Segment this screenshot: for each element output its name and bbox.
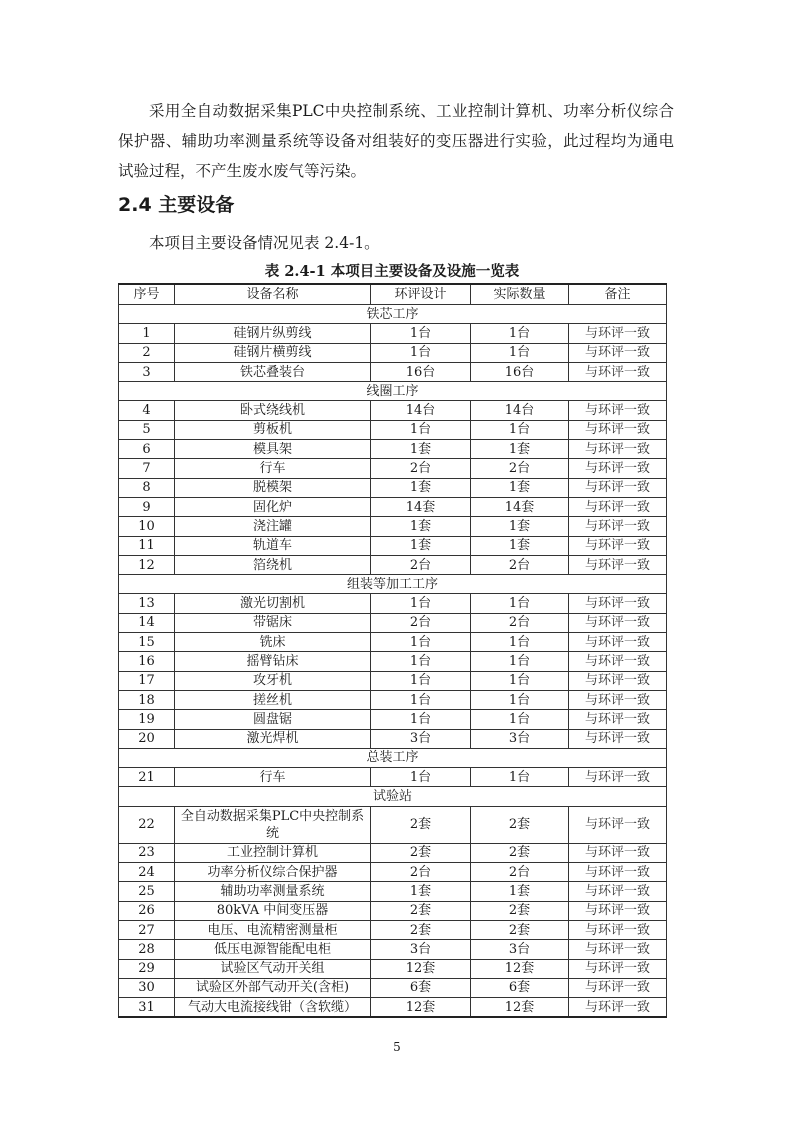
cell-equipment-name: 剪板机 [175,420,371,439]
table-row [119,633,667,652]
cell-design-quantity: 1台 [371,633,471,652]
cell-actual-quantity: 1套 [471,478,569,497]
cell-seq: 19 [119,710,175,729]
cell-actual-quantity: 14台 [471,401,569,420]
table-row [119,613,667,632]
table-row [119,652,667,671]
cell-seq: 27 [119,920,175,939]
cell-equipment-name: 铁芯叠装台 [175,362,371,381]
cell-equipment-name: 电压、电流精密测量柜 [175,920,371,939]
cell-remarks: 与环评一致 [569,536,667,555]
cell-remarks: 与环评一致 [569,497,667,516]
cell-actual-quantity: 12套 [471,959,569,978]
header-equipment-name: 设备名称 [175,284,371,305]
cell-remarks: 与环评一致 [569,459,667,478]
table-row [119,343,667,362]
cell-seq: 6 [119,440,175,459]
cell-actual-quantity: 1台 [471,671,569,690]
table-row [119,998,667,1018]
cell-actual-quantity: 1台 [471,652,569,671]
cell-equipment-name: 工业控制计算机 [175,843,371,862]
cell-design-quantity: 1台 [371,768,471,787]
table-caption: 表 2.4-1 本项目主要设备及设施一览表 [264,263,520,280]
table-row [119,536,667,555]
table-row [119,806,667,843]
header-remarks: 备注 [569,284,667,305]
table-row [119,555,667,574]
cell-actual-quantity: 1台 [471,690,569,709]
cell-actual-quantity: 16台 [471,362,569,381]
table-row [119,459,667,478]
cell-remarks: 与环评一致 [569,671,667,690]
cell-remarks: 与环评一致 [569,710,667,729]
cell-remarks: 与环评一致 [569,555,667,574]
cell-design-quantity: 1套 [371,536,471,555]
cell-remarks: 与环评一致 [569,401,667,420]
cell-equipment-name: 固化炉 [175,497,371,516]
cell-seq: 26 [119,901,175,920]
table-row [119,401,667,420]
table-row [119,690,667,709]
table-row [119,901,667,920]
cell-actual-quantity: 1套 [471,440,569,459]
cell-design-quantity: 3台 [371,940,471,959]
table-row [119,729,667,748]
cell-seq: 7 [119,459,175,478]
cell-equipment-name: 气动大电流接线钳（含软缆） [175,998,371,1018]
cell-equipment-name: 箔绕机 [175,555,371,574]
section-row [119,382,667,401]
table-row [119,362,667,381]
cell-seq: 2 [119,343,175,362]
table-row [119,710,667,729]
cell-equipment-name: 模具架 [175,440,371,459]
cell-remarks: 与环评一致 [569,362,667,381]
cell-equipment-name: 行车 [175,459,371,478]
table-row [119,440,667,459]
cell-design-quantity: 1套 [371,517,471,536]
cell-equipment-name: 圆盘锯 [175,710,371,729]
cell-remarks: 与环评一致 [569,729,667,748]
cell-remarks: 与环评一致 [569,959,667,978]
cell-actual-quantity: 1台 [471,420,569,439]
cell-design-quantity: 1套 [371,882,471,901]
table-body [119,305,667,1018]
table-row [119,671,667,690]
cell-remarks: 与环评一致 [569,978,667,997]
cell-equipment-name: 低压电源智能配电柜 [175,940,371,959]
cell-seq: 11 [119,536,175,555]
cell-remarks: 与环评一致 [569,652,667,671]
table-header-row [119,284,667,305]
cell-equipment-name: 试验区外部气动开关(含柜) [175,978,371,997]
cell-seq: 18 [119,690,175,709]
cell-seq: 17 [119,671,175,690]
cell-design-quantity: 1套 [371,440,471,459]
cell-actual-quantity: 2套 [471,806,569,843]
cell-design-quantity: 2台 [371,459,471,478]
cell-remarks: 与环评一致 [569,806,667,843]
cell-actual-quantity: 6套 [471,978,569,997]
cell-equipment-name: 铣床 [175,633,371,652]
cell-remarks: 与环评一致 [569,343,667,362]
cell-seq: 29 [119,959,175,978]
cell-design-quantity: 2套 [371,843,471,862]
cell-actual-quantity: 3台 [471,940,569,959]
table-row [119,420,667,439]
cell-seq: 20 [119,729,175,748]
cell-design-quantity: 14台 [371,401,471,420]
cell-design-quantity: 16台 [371,362,471,381]
cell-design-quantity: 2台 [371,613,471,632]
cell-equipment-name: 行车 [175,768,371,787]
cell-actual-quantity: 1台 [471,768,569,787]
cell-seq: 4 [119,401,175,420]
cell-actual-quantity: 2台 [471,613,569,632]
cell-design-quantity: 14套 [371,497,471,516]
cell-actual-quantity: 1台 [471,633,569,652]
cell-actual-quantity: 1台 [471,710,569,729]
cell-design-quantity: 12套 [371,998,471,1018]
cell-design-quantity: 1台 [371,710,471,729]
cell-seq: 28 [119,940,175,959]
cell-remarks: 与环评一致 [569,998,667,1018]
cell-actual-quantity: 1台 [471,324,569,343]
table-row [119,863,667,882]
cell-actual-quantity: 3台 [471,729,569,748]
table-row [119,497,667,516]
cell-design-quantity: 12套 [371,959,471,978]
cell-actual-quantity: 2套 [471,843,569,862]
table-row [119,478,667,497]
cell-design-quantity: 1台 [371,652,471,671]
cell-seq: 10 [119,517,175,536]
cell-remarks: 与环评一致 [569,901,667,920]
cell-equipment-name: 脱模架 [175,478,371,497]
table-row [119,324,667,343]
table-row [119,768,667,787]
cell-remarks: 与环评一致 [569,768,667,787]
cell-seq: 14 [119,613,175,632]
header-design-quantity: 环评设计 [371,284,471,305]
header-actual-quantity: 实际数量 [471,284,569,305]
cell-remarks: 与环评一致 [569,633,667,652]
cell-remarks: 与环评一致 [569,613,667,632]
cell-equipment-name: 功率分析仪综合保护器 [175,863,371,882]
cell-design-quantity: 6套 [371,978,471,997]
cell-equipment-name: 硅钢片纵剪线 [175,324,371,343]
cell-remarks: 与环评一致 [569,863,667,882]
cell-seq: 9 [119,497,175,516]
cell-equipment-name: 激光切割机 [175,594,371,613]
cell-seq: 12 [119,555,175,574]
cell-design-quantity: 1台 [371,671,471,690]
section-row [119,748,667,767]
page-number: 5 [393,1040,401,1054]
cell-remarks: 与环评一致 [569,882,667,901]
cell-actual-quantity: 2套 [471,920,569,939]
cell-actual-quantity: 14套 [471,497,569,516]
cell-equipment-name: 轨道车 [175,536,371,555]
cell-actual-quantity: 1台 [471,594,569,613]
cell-seq: 13 [119,594,175,613]
section-title: 试验站 [119,787,667,806]
cell-actual-quantity: 2台 [471,863,569,882]
cell-design-quantity: 2台 [371,555,471,574]
section-row [119,575,667,594]
table-row [119,920,667,939]
cell-seq: 21 [119,768,175,787]
cell-equipment-name: 激光焊机 [175,729,371,748]
section-title: 铁芯工序 [119,305,667,324]
cell-design-quantity: 1台 [371,690,471,709]
cell-remarks: 与环评一致 [569,517,667,536]
cell-remarks: 与环评一致 [569,594,667,613]
section-title: 组装等加工工序 [119,575,667,594]
cell-equipment-name: 摇臂钻床 [175,652,371,671]
cell-actual-quantity: 1套 [471,517,569,536]
cell-design-quantity: 1台 [371,420,471,439]
header-seq: 序号 [119,284,175,305]
cell-remarks: 与环评一致 [569,324,667,343]
cell-seq: 24 [119,863,175,882]
intro-paragraph: 采用全自动数据采集PLC中央控制系统、工业控制计算机、功率分析仪综合保护器、辅助功率测量系统等设备对组装好的变压器进行实验，此过程均为通电试验过程，不产生废水废气等污染。 [118,102,674,180]
cell-equipment-name: 带锯床 [175,613,371,632]
cell-seq: 23 [119,843,175,862]
cell-equipment-name: 浇注罐 [175,517,371,536]
cell-design-quantity: 1台 [371,594,471,613]
table-row [119,517,667,536]
table-row [119,959,667,978]
cell-design-quantity: 2套 [371,920,471,939]
cell-seq: 1 [119,324,175,343]
cell-seq: 3 [119,362,175,381]
cell-actual-quantity: 2台 [471,555,569,574]
cell-equipment-name: 80kVA 中间变压器 [175,901,371,920]
cell-equipment-name: 硅钢片横剪线 [175,343,371,362]
section-title: 总装工序 [119,748,667,767]
cell-design-quantity: 2台 [371,863,471,882]
cell-actual-quantity: 1套 [471,536,569,555]
cell-remarks: 与环评一致 [569,843,667,862]
cell-remarks: 与环评一致 [569,420,667,439]
cell-remarks: 与环评一致 [569,690,667,709]
cell-seq: 15 [119,633,175,652]
cell-remarks: 与环评一致 [569,920,667,939]
cell-equipment-name: 搓丝机 [175,690,371,709]
cell-remarks: 与环评一致 [569,478,667,497]
table-row [119,843,667,862]
cell-actual-quantity: 12套 [471,998,569,1018]
cell-equipment-name: 试验区气动开关组 [175,959,371,978]
cell-actual-quantity: 1台 [471,343,569,362]
cell-equipment-name: 全自动数据采集PLC中央控制系统 [175,806,371,843]
equipment-table [118,283,667,1018]
section-row [119,305,667,324]
cell-equipment-name: 卧式绕线机 [175,401,371,420]
cell-seq: 25 [119,882,175,901]
section-heading: 2.4 主要设备 [118,194,235,216]
cell-remarks: 与环评一致 [569,440,667,459]
section-title: 线圈工序 [119,382,667,401]
cell-seq: 16 [119,652,175,671]
cell-design-quantity: 2套 [371,806,471,843]
cell-design-quantity: 3台 [371,729,471,748]
table-row [119,594,667,613]
section-row [119,787,667,806]
cell-seq: 5 [119,420,175,439]
cell-actual-quantity: 2台 [471,459,569,478]
cell-seq: 31 [119,998,175,1018]
cell-design-quantity: 1套 [371,478,471,497]
table-row [119,940,667,959]
cell-design-quantity: 2套 [371,901,471,920]
cell-actual-quantity: 2套 [471,901,569,920]
table-reference-paragraph: 本项目主要设备情况见表 2.4-1。 [149,234,380,252]
cell-remarks: 与环评一致 [569,940,667,959]
table-row [119,882,667,901]
cell-design-quantity: 1台 [371,343,471,362]
cell-seq: 22 [119,806,175,843]
cell-seq: 30 [119,978,175,997]
table-row [119,978,667,997]
cell-design-quantity: 1台 [371,324,471,343]
cell-actual-quantity: 1套 [471,882,569,901]
cell-equipment-name: 辅助功率测量系统 [175,882,371,901]
cell-seq: 8 [119,478,175,497]
cell-equipment-name: 攻牙机 [175,671,371,690]
